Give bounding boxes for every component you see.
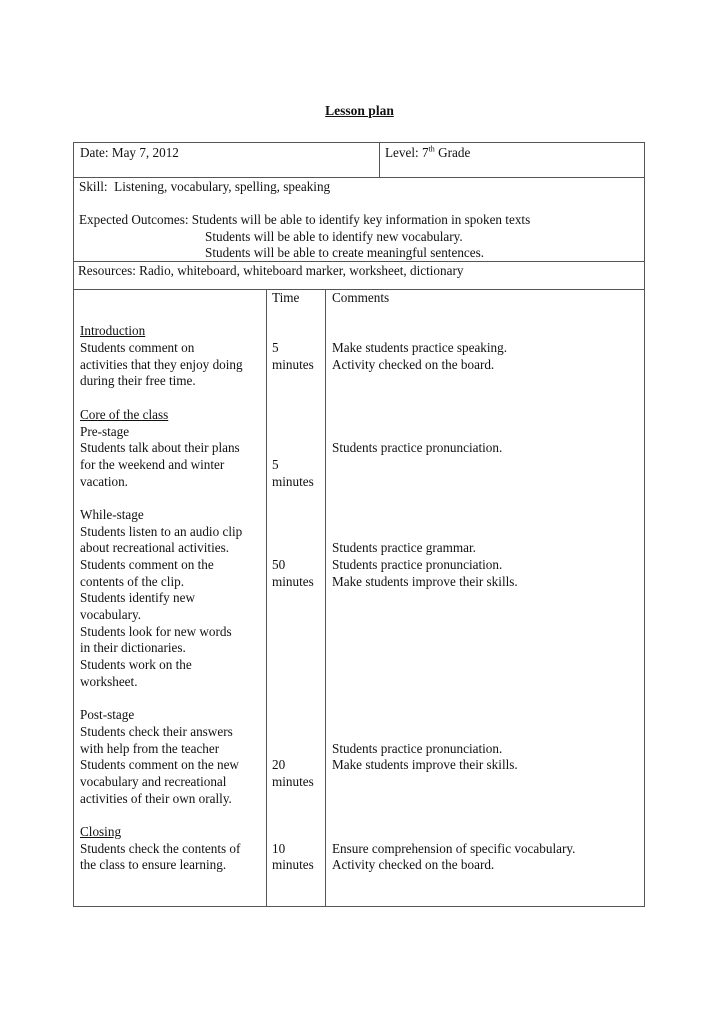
- activity-line: vocabulary.: [80, 607, 142, 623]
- comment-line: [332, 674, 642, 691]
- comment-line: [332, 707, 642, 724]
- outcome-line-2: Students will be able to identify new vocabulary.: [205, 229, 463, 244]
- time-line: minutes: [272, 473, 314, 489]
- activity-line: the class to ensure learning.: [80, 857, 227, 873]
- activity-line: about recreational activities.: [80, 540, 230, 556]
- time-line: [272, 390, 327, 407]
- activity-line: Students talk about their plans: [80, 440, 240, 456]
- activity-line: contents of the clip.: [80, 573, 185, 589]
- skill-line: Skill: Listening, vocabulary, spelling, speaking: [79, 179, 331, 194]
- time-line: minutes: [272, 573, 314, 589]
- comment-line: Students practice pronunciation.: [332, 440, 503, 456]
- comment-line: Students practice pronunciation.: [332, 557, 503, 572]
- activity-line: in their dictionaries.: [80, 640, 186, 656]
- activity-line: vocabulary and recreational: [80, 773, 227, 789]
- activity-line: [80, 307, 266, 324]
- time-line: [272, 540, 327, 557]
- time-line: [272, 607, 327, 624]
- skills-outcomes-row: [73, 177, 645, 262]
- comment-line: [332, 624, 642, 641]
- time-line: [272, 657, 327, 674]
- comment-line: [332, 424, 642, 441]
- time-line: [272, 524, 327, 541]
- activity-line: Students check their answers: [80, 723, 233, 739]
- time-line: 20: [272, 757, 286, 773]
- comment-line: [332, 373, 642, 390]
- activity-line: [80, 390, 266, 407]
- time-line: [272, 640, 327, 657]
- activity-line: during their free time.: [80, 373, 196, 389]
- time-line: [272, 741, 327, 758]
- comment-line: Activity checked on the board.: [332, 356, 495, 372]
- comment-line: [332, 407, 642, 424]
- activity-line: Students comment on the new: [80, 757, 239, 773]
- comment-line: Make students improve their skills.: [332, 757, 518, 773]
- level-field: [385, 145, 470, 161]
- activity-line: Students identify new: [80, 590, 196, 606]
- time-line: 5: [272, 456, 279, 472]
- comment-line: [332, 524, 642, 541]
- comment-line: Ensure comprehension of specific vocabulary.: [332, 840, 576, 856]
- activity-line: Students look for new words: [80, 623, 232, 639]
- activity-line: activities that they enjoy doing: [80, 356, 243, 372]
- date-field: Date: May 7, 2012: [80, 145, 179, 160]
- activity-line: with help from the teacher: [80, 740, 220, 756]
- activity-line: for the weekend and winter: [80, 456, 225, 472]
- time-line: Time: [272, 290, 300, 305]
- comment-line: [332, 607, 642, 624]
- activity-line: [80, 490, 266, 507]
- activity-line: Closing: [80, 824, 122, 839]
- comment-line: [332, 824, 642, 841]
- comment-line: [332, 474, 642, 491]
- level-superscript: th: [428, 144, 435, 154]
- time-line: [272, 624, 327, 641]
- activities-column: [80, 290, 266, 874]
- time-line: minutes: [272, 857, 314, 873]
- time-line: [272, 824, 327, 841]
- comment-line: [332, 457, 642, 474]
- time-line: [272, 691, 327, 708]
- time-line: [272, 373, 327, 390]
- activity-line: Students comment on: [80, 340, 195, 356]
- time-line: [272, 674, 327, 691]
- activity-line: Students listen to an audio clip: [80, 523, 243, 539]
- comment-line: [332, 774, 642, 791]
- activity-line: Students work on the: [80, 657, 192, 673]
- header-divider: [379, 143, 380, 177]
- comments-column: [332, 290, 642, 874]
- time-line: minutes: [272, 356, 314, 372]
- time-line: [272, 307, 327, 324]
- activity-line: [80, 691, 266, 708]
- activity-line: [80, 290, 266, 307]
- column-divider-1: [266, 290, 267, 906]
- time-line: minutes: [272, 773, 314, 789]
- time-line: [272, 407, 327, 424]
- comment-line: [332, 307, 642, 324]
- resources-row: [73, 261, 645, 290]
- comment-line: Activity checked on the board.: [332, 857, 495, 873]
- time-line: [272, 424, 327, 441]
- comment-line: [332, 507, 642, 524]
- comment-line: Comments: [332, 290, 390, 305]
- time-line: 50: [272, 557, 286, 572]
- comment-line: [332, 390, 642, 407]
- time-column: [272, 290, 327, 874]
- comment-line: [332, 657, 642, 674]
- time-line: 10: [272, 840, 286, 856]
- time-line: [272, 791, 327, 808]
- activity-line: worksheet.: [80, 673, 138, 689]
- activity-line: Pre-stage: [80, 423, 130, 439]
- activity-line: activities of their own orally.: [80, 790, 232, 806]
- header-row: [73, 142, 645, 178]
- resources-line: Resources: Radio, whiteboard, whiteboard marker, worksheet, dictionary: [78, 263, 464, 278]
- comment-line: [332, 590, 642, 607]
- comment-line: [332, 791, 642, 808]
- comment-line: [332, 807, 642, 824]
- comment-line: Students practice grammar.: [332, 540, 476, 556]
- activity-line: Introduction: [80, 323, 146, 339]
- activity-line: While-stage: [80, 506, 144, 522]
- comment-line: [332, 691, 642, 708]
- outcome-line-1: Expected Outcomes: Students will be able to identify key information in spoken texts: [79, 212, 531, 227]
- comment-line: [332, 490, 642, 507]
- activity-line: Core of the class: [80, 406, 169, 422]
- comment-line: Make students practice speaking.: [332, 340, 508, 356]
- document-title: Lesson plan: [325, 103, 394, 118]
- activity-line: vacation.: [80, 473, 128, 489]
- comment-line: [332, 640, 642, 657]
- time-line: [272, 724, 327, 741]
- time-line: [272, 490, 327, 507]
- outcome-line-3: Students will be able to create meaningful sentences.: [205, 245, 485, 260]
- time-line: [272, 707, 327, 724]
- comment-line: Make students improve their skills.: [332, 573, 518, 589]
- time-line: [272, 507, 327, 524]
- activity-line: [80, 807, 266, 824]
- time-line: [272, 440, 327, 457]
- time-line: 5: [272, 340, 279, 356]
- time-line: [272, 807, 327, 824]
- activity-line: Students comment on the: [80, 557, 214, 572]
- comment-line: Students practice pronunciation.: [332, 740, 503, 756]
- level-prefix: Level: 7: [385, 145, 429, 160]
- activity-line: Students check the contents of: [80, 840, 241, 856]
- time-line: [272, 590, 327, 607]
- comment-line: [332, 724, 642, 741]
- level-suffix: Grade: [434, 145, 471, 160]
- lesson-table: [73, 289, 645, 907]
- comment-line: [332, 323, 642, 340]
- activity-line: Post-stage: [80, 707, 135, 723]
- time-line: [272, 323, 327, 340]
